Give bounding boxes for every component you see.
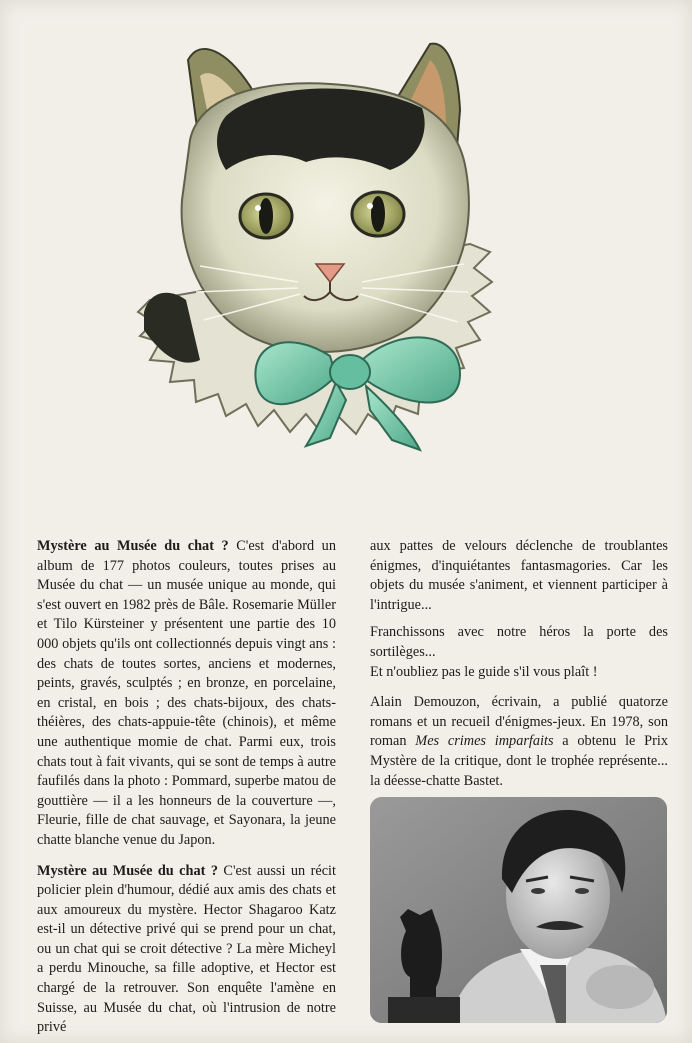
blurb-paragraph-text: C'est aussi un récit policier plein d'humour, dédié aux amis des chats et aux amoureux du mystère. Hector Shagaroo Katz est-il un détective privé qui se prend pour un chat, ou un chat qui se croit détective ? La mère Micheyl a perdu Minouche, sa fille adoptive, et Hector est chargé de la retrouver. Son enquête l'amène en Suisse, au Musée du chat, où l'intrusion de notre privé xyxy=(37,862,336,1036)
blurb-paragraph: Franchissons avec notre héros la porte des sortilèges... xyxy=(370,624,668,660)
author-bio xyxy=(370,693,668,791)
book-title: Mes crimes imparfaits xyxy=(415,733,554,750)
blurb-left-column xyxy=(37,537,336,1038)
blurb-right-column xyxy=(370,537,668,791)
blurb-paragraph xyxy=(37,862,336,1038)
blurb-lead-title: Mystère au Musée du chat ? xyxy=(37,862,218,879)
author-photo xyxy=(370,797,667,1023)
cat-illustration xyxy=(130,30,510,495)
author-bio-text: Alain Demouzon, écrivain, a publié quatorze romans et un recueil d'énigmes-jeux. En 1978, son roman xyxy=(370,694,668,750)
blurb-paragraph: Et n'oubliez pas le guide s'il vous plaît ! xyxy=(370,663,598,680)
blurb-paragraph: aux pattes de velours déclenche de troublantes énigmes, d'inquiétantes fantasmagories. Car les objets du musée s'animent, et viennent participer à l'intrigue... xyxy=(370,538,668,613)
author-photo-image xyxy=(370,797,667,1023)
blurb-paragraph xyxy=(37,537,336,851)
author-bio-text: a obtenu le Prix Mystère de la critique, dont le trophée représente... la déesse-chatte Bastet. xyxy=(370,733,668,789)
blurb-lead-title: Mystère au Musée du chat ? xyxy=(37,538,229,554)
blurb-paragraph-text: C'est d'abord un album de 177 photos couleurs, toutes prises au Musée du chat — un musée unique au monde, qui s'est ouvert en 1982 près de Bâle. Rosemarie Müller et Tilo Kürsteiner y présentent une partie des 10 000 objets qu'ils ont collectionnés depuis vingt ans : des chats de toutes sortes, anciens et modernes, peints, gravés, sculptés ; en bronze, en porcelaine, en cristal, en bois ; des chats-bijoux, des chats-théières, des chats-appuie-tête (chinois), et même une authentique momie de chat. Parmi eux, trois chats tout à fait vivants, qui se sont de temps à autre faufilés dans la photo : Pommard, superbe matou de gouttière — il a les honneurs de la couverture —, Fleurie, fille de chat sauvage, et Sayonara, la jeune chatte blanche venue du Japon. xyxy=(37,538,336,848)
